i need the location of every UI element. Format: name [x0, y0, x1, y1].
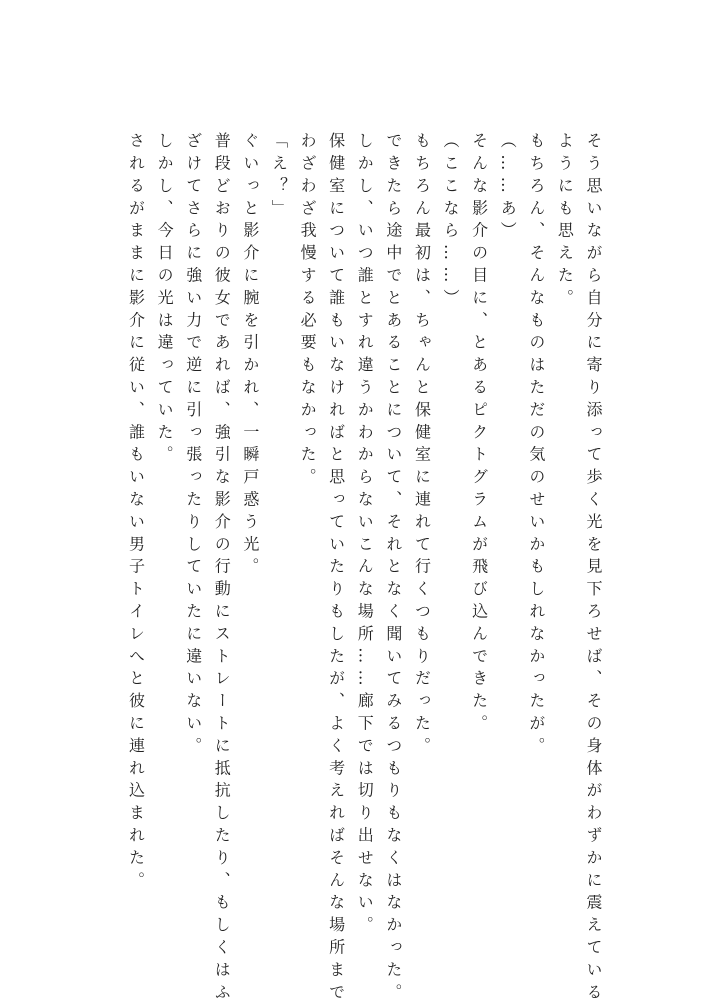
vertical-text-block	[87, 132, 607, 1006]
text-line-7: もちろん最初は、ちゃんと保健室に連れて行くつもりだった。	[412, 132, 432, 760]
text-line-8: できたら途中でとあることについて、それとなく聞いてみるつもりもなくはなかった。	[383, 132, 403, 1006]
text-line-15: ざけてさらに強い力で逆に引っ張ったりしていたに違いない。	[183, 132, 203, 760]
text-line-11: わざわざ我慢する必要もなかった。	[298, 132, 318, 491]
text-line-14: 普段どおりの彼女であれば、強引な影介の行動にストレートに抵抗したり、もしくはふ	[212, 132, 232, 1006]
text-line-4: （……あ）	[498, 132, 518, 244]
text-line-13: ぐいっと影介に腕を引かれ、一瞬戸惑う光。	[240, 132, 260, 580]
text-line-16: しかし、今日の光は違っていた。	[155, 132, 175, 468]
text-line-5: そんな影介の目に、とあるピクトグラムが飛び込んできた。	[469, 132, 489, 737]
text-line-3: もちろん、そんなものはただの気のせいかもしれなかったが。	[526, 132, 546, 760]
text-line-17: されるがままに影介に従い、誰もいない男子トイレへと彼に連れ込まれた。	[126, 132, 146, 894]
text-line-1: そう思いながら自分に寄り添って歩く光を見下ろせば、その身体がわずかに震えている	[584, 132, 603, 1006]
text-line-10: 保健室について誰もいなければと思っていたりもしたが、よく考えればそんな場所まで	[326, 132, 346, 1006]
text-line-2: ようにも思えた。	[555, 132, 575, 312]
text-line-12: 「え？」	[269, 132, 289, 222]
text-line-9: しかし、いつ誰とすれ違うかわからないこんな場所……廊下では切り出せない。	[355, 132, 375, 939]
text-line-6: （ここなら……）	[441, 132, 461, 312]
